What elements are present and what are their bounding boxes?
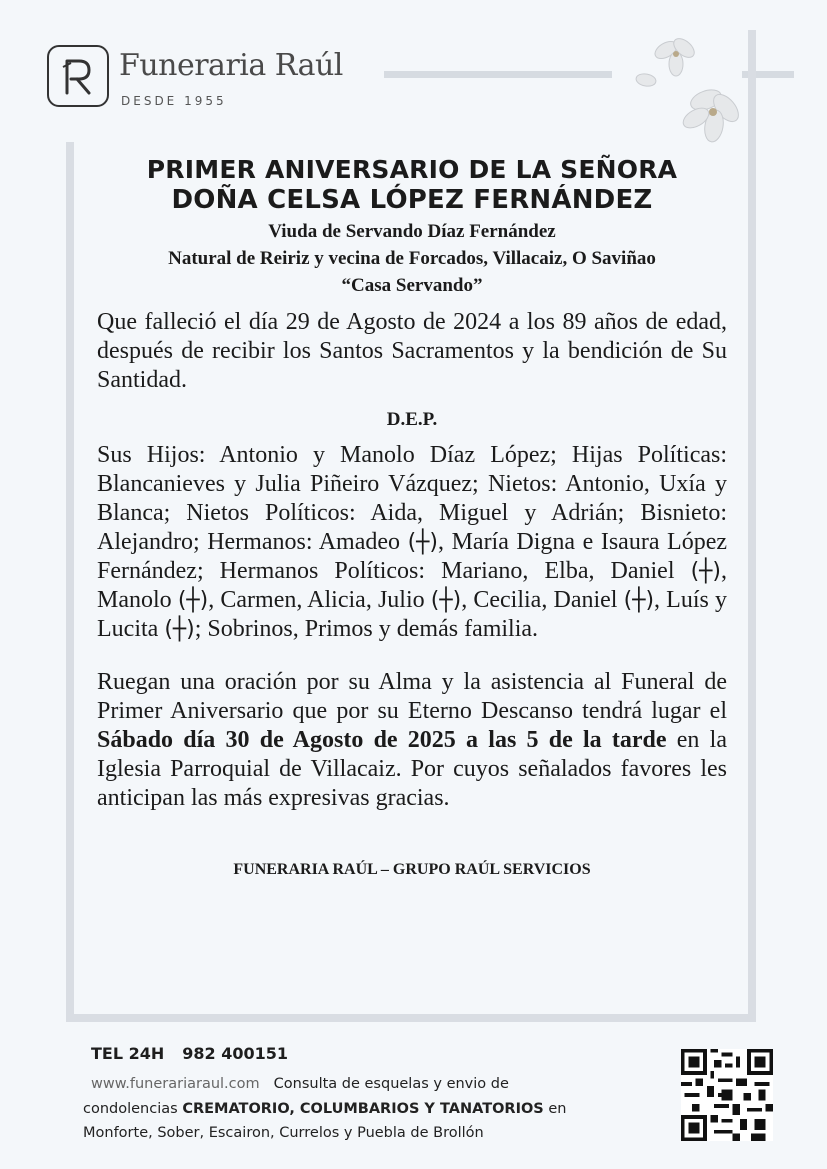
cross-icon: (┼): [407, 530, 439, 555]
signature: FUNERARIA RAÚL – GRUPO RAÚL SERVICIOS: [233, 861, 591, 878]
widow-line: Viuda de Servando Díaz Fernández: [268, 221, 556, 242]
family-text: , Cecilia, Daniel: [461, 587, 624, 613]
cross-icon: (┼): [623, 588, 655, 613]
flowers-illustration: [626, 30, 746, 150]
qr-code[interactable]: [678, 1049, 776, 1141]
decorative-bar: [384, 71, 612, 78]
funeraria-logo: [47, 45, 109, 107]
phone-line: [91, 1044, 306, 1063]
cross-icon: (┼): [690, 559, 721, 584]
house-name: “Casa Servando”: [341, 275, 483, 296]
family-text: , Carmen, Alicia, Julio: [208, 587, 431, 613]
family-text: ; Sobrinos, Primos y demás familia.: [194, 616, 539, 642]
origin-line: Natural de Reiriz y vecina de Forcados, Villacaiz, O Saviñao: [168, 248, 656, 269]
contact-text: en: [543, 1100, 567, 1117]
brand-since: DESDE 1955: [121, 94, 227, 108]
dep-heading: D.E.P.: [386, 409, 438, 430]
frame-right-border: [748, 30, 756, 1020]
cross-icon: (┼): [164, 617, 195, 642]
death-notice: Que falleció el día 29 de Agosto de 2024 a los 89 años de edad, después de recibir los Santos Sacramentos y la bendición de Su Santidad.: [97, 309, 727, 393]
frame-bottom-border: [66, 1014, 756, 1022]
family-list: [97, 441, 727, 644]
brand-name: Funeraria Raúl: [119, 48, 343, 83]
request-text: en la Iglesia Parroquial de Villacaiz. Por cuyos señalados favores les anticipan las más expresivas gracias.: [97, 727, 727, 811]
phone-number[interactable]: 982 400151: [182, 1044, 289, 1063]
cross-icon: (┼): [177, 588, 209, 613]
obituary-content: [97, 155, 727, 879]
title-name: DOÑA CELSA LÓPEZ FERNÁNDEZ: [171, 185, 653, 215]
locations-text: Monforte, Sober, Escairon, Currelos y Puebla de Brollón: [83, 1125, 484, 1141]
logo-r-icon: [55, 53, 101, 99]
family-text: , Luís y Lucita: [97, 587, 727, 642]
funeral-date: Sábado día 30 de Agosto de 2025 a las 5 de la tarde: [97, 727, 667, 753]
cross-icon: (┼): [430, 588, 462, 613]
services-text: CREMATORIO, COLUMBARIOS Y TANATORIOS: [182, 1100, 544, 1117]
contact-info: [83, 1072, 643, 1146]
phone-label: TEL 24H: [91, 1044, 165, 1063]
contact-text: condolencias: [83, 1100, 183, 1117]
family-text: , María Digna e Isaura López Fernández; Hermanos Políticos: Mariano, Elba, Daniel: [97, 529, 728, 584]
family-text: Sus Hijos: Antonio y Manolo Díaz López; Hijas Políticas: Blancanieves y Julia Piñeiro Vázquez; Nietos: Antonio, Uxía y Blanca; Nietos Políticos: Aida, Miguel y Adrián; Bisnieto: Alejandro; Hermanos: Amadeo: [97, 442, 727, 555]
request-text: Ruegan una oración por su Alma y la asistencia al Funeral de Primer Aniversario que por su Eterno Descanso tendrá lugar el: [97, 669, 727, 724]
family-text: , Manolo: [97, 558, 727, 613]
frame-left-border: [66, 142, 74, 1022]
contact-text: Consulta de esquelas y envio de: [273, 1076, 509, 1092]
website-link[interactable]: www.funerariaraul.com: [91, 1076, 260, 1092]
title-line-1: PRIMER ANIVERSARIO DE LA SEÑORA: [146, 155, 678, 184]
funeral-request: [97, 668, 727, 813]
